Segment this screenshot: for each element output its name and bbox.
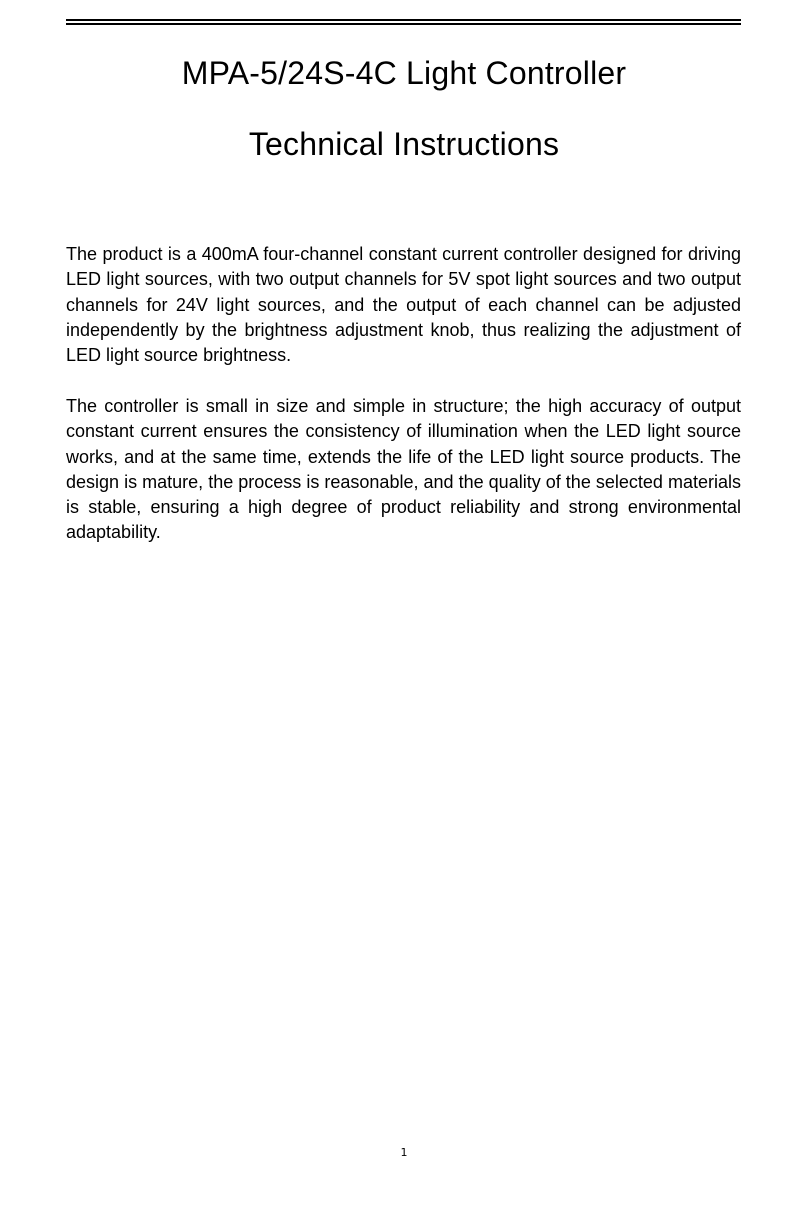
header-rule-top — [66, 19, 741, 21]
paragraph-controller-features: The controller is small in size and simple in structure; the high accuracy of output constant current ensures the consistency of illumination when the LED light source works, and at the same time, extends the life of the LED light source products. The design is mature, the process is reasonable, and the quality of the selected materials is stable, ensuring a high degree of product reliability and strong environmental adaptability. — [66, 396, 741, 543]
document-subtitle: Technical Instructions — [248, 126, 560, 162]
header-rule-bottom — [66, 23, 741, 25]
page-number: 1 — [400, 1146, 408, 1159]
document-title: MPA-5/24S-4C Light Controller — [181, 55, 627, 91]
paragraph-product-description: The product is a 400mA four-channel constant current controller designed for driving LED light sources, with two output channels for 5V spot light sources and two output channels for 24V light sources, and the output of each channel can be adjusted independently by the brightness adjustment knob, thus realizing the adjustment of LED light source brightness. — [66, 244, 741, 366]
